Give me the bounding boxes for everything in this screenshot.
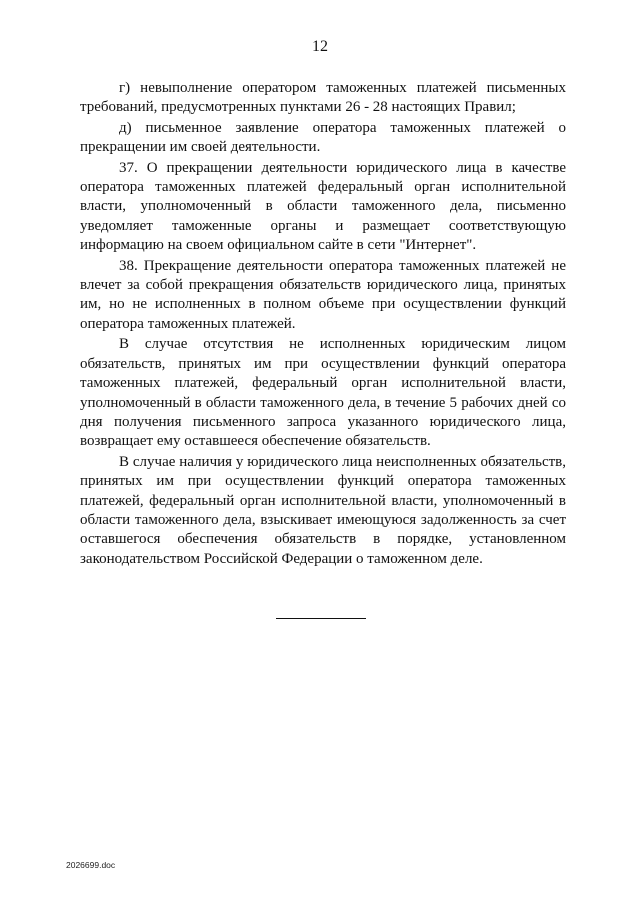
end-of-document-rule bbox=[276, 618, 366, 619]
page-number: 12 bbox=[312, 38, 328, 55]
footer-filename: 2026699.doc bbox=[66, 860, 116, 870]
paragraph-38: 38. Прекращение деятельности оператора таможенных платежей не влечет за собой прекращения обязательств юридического лица, принятых им, но не исполненных в полном объеме при осуществлении функций оператора таможенных платежей. bbox=[80, 257, 566, 332]
paragraph-no-obligations: В случае отсутствия не исполненных юридическим лицом обязательств, принятых им при осуществлении функций оператора таможенных платежей, федеральный орган исполнительной власти, уполномоченный в области таможенного дела, в течение 5 рабочих дней со дня получения письменного запроса указанного юридического лица, возвращает ему оставшееся обеспечение обязательств. bbox=[80, 336, 566, 450]
paragraph-g: г) невыполнение оператором таможенных платежей письменных требований, предусмотренных пунктами 26 - 28 настоящих Правил; bbox=[80, 80, 566, 116]
paragraph-with-obligations: В случае наличия у юридического лица неисполненных обязательств, принятых им при осуществлении функций оператора таможенных платежей, федеральный орган исполнительной власти, уполномоченный в области таможенного дела, взыскивает имеющуюся задолженность за счет оставшегося обеспечения обязательств в порядке, установленном законодательством Российской Федерации о таможенном деле. bbox=[80, 453, 566, 567]
paragraph-37: 37. О прекращении деятельности юридического лица в качестве оператора таможенных платежей федеральный орган исполнительной власти, уполномоченный в области таможенного дела, письменно уведомляет таможенные органы и размещает соответствующую информацию на своем официальном сайте в сети "Интернет". bbox=[80, 159, 566, 254]
document-body bbox=[80, 79, 566, 570]
paragraph-d: д) письменное заявление оператора таможенных платежей о прекращении им своей деятельности. bbox=[80, 119, 566, 156]
